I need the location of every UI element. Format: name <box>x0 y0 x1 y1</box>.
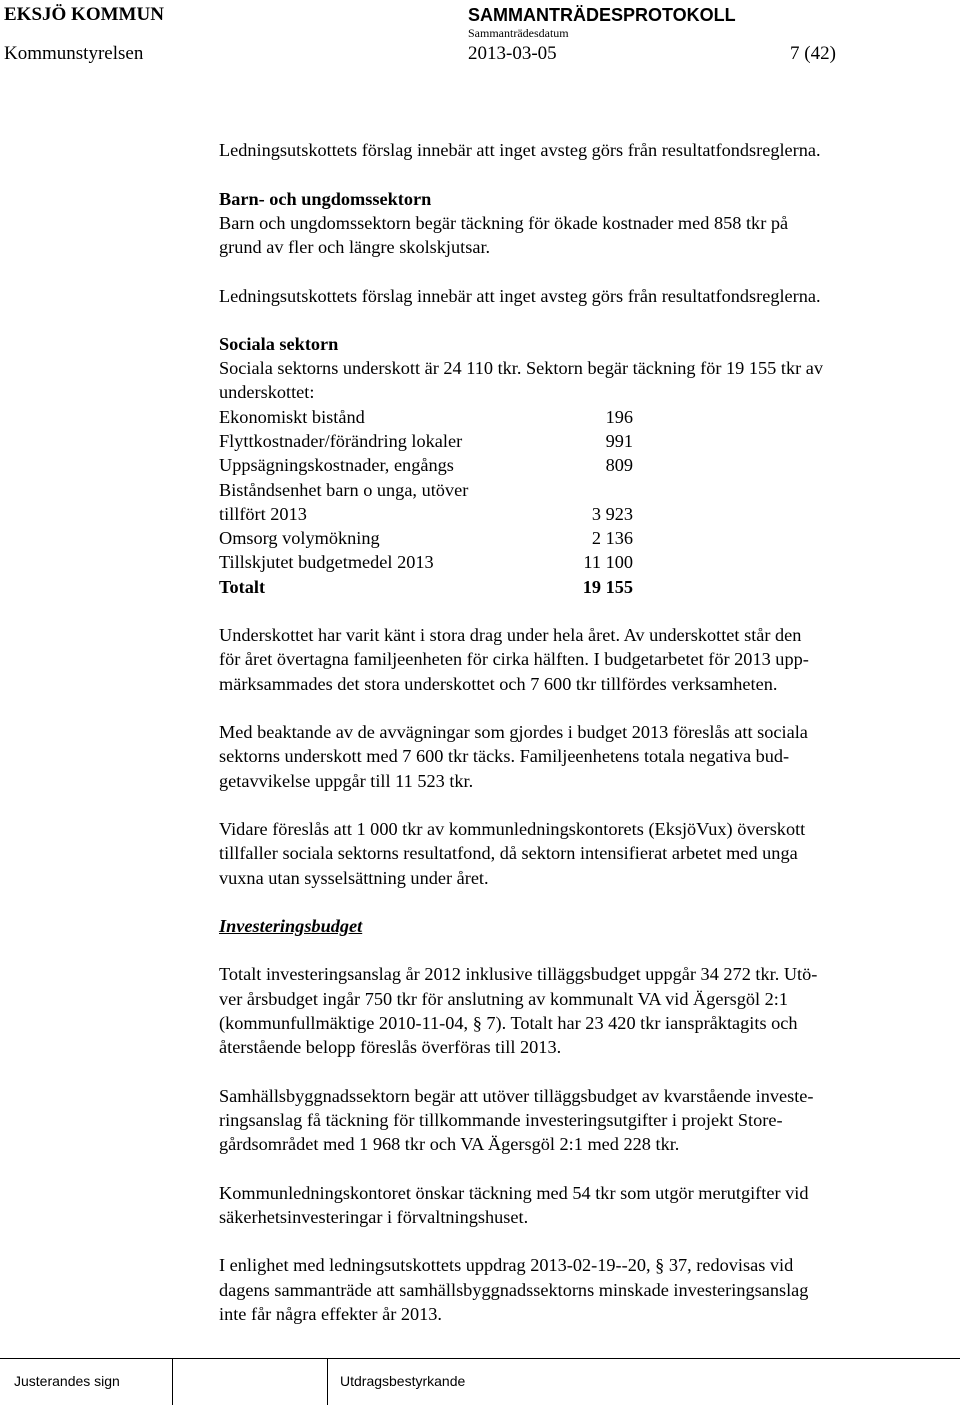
table-row <box>219 429 639 453</box>
row-label: Biståndsenhet barn o unga, utöver <box>219 480 469 500</box>
row-value: 3 923 <box>591 504 633 524</box>
signature-footer <box>0 1358 960 1405</box>
paragraph-underskott-line-2: för året övertagna familjeenheten för cirka hälften. I budgetarbetet för 2013 upp- <box>219 649 809 669</box>
paragraph-samhall-line-1: Samhällsbyggnadssektorn begär att utöver tilläggsbudget av kvarstående investe- <box>219 1086 814 1106</box>
committee-name: Kommunstyrelsen <box>4 43 144 64</box>
paragraph-enlighet-line-3: inte får några effekter år 2013. <box>219 1304 442 1324</box>
paragraph-samhall-line-2: ringsanslag få täckning för tillkommande investeringsutgifter i projekt Store- <box>219 1110 783 1130</box>
heading-investeringsbudget: Investeringsbudget <box>219 916 363 936</box>
heading-barn: Barn- och ungdomssektorn <box>219 189 432 209</box>
row-value: 809 <box>605 455 633 475</box>
paragraph-beaktande-line-3: getavvikelse uppgår till 11 523 tkr. <box>219 771 474 791</box>
protocol-title: SAMMANTRÄDESPROTOKOLL <box>468 5 736 25</box>
paragraph-invest-line-3: (kommunfullmäktige 2010-11-04, § 7). Totalt har 23 420 tkr ianspråktagits och <box>219 1013 798 1033</box>
paragraph-ledning-2: Ledningsutskottets förslag innebär att inget avsteg görs från resultatfondsreglerna. <box>219 286 821 306</box>
paragraph-barn-line-2: grund av fler och längre skolskjutsar. <box>219 237 491 257</box>
table-row <box>219 526 639 550</box>
row-label: Uppsägningskostnader, engångs <box>219 455 454 475</box>
paragraph-ledning-1: Ledningsutskottets förslag innebär att inget avsteg görs från resultatfondsreglerna. <box>219 140 821 160</box>
paragraph-enlighet-line-1: I enlighet med ledningsutskottets uppdrag 2013-02-19--20, § 37, redovisas vid <box>219 1255 794 1275</box>
row-label: tillfört 2013 <box>219 504 307 524</box>
row-value: 11 100 <box>583 552 633 572</box>
paragraph-samhall-line-3: gårdsområdet med 1 968 tkr och VA Ägersgöl 2:1 med 228 tkr. <box>219 1134 680 1154</box>
justerandes-sign-label: Justerandes sign <box>14 1373 120 1389</box>
paragraph-kommunledning-line-1: Kommunledningskontoret önskar täckning med 54 tkr som utgör merutgifter vid <box>219 1183 809 1203</box>
paragraph-sociala-line-1: Sociala sektorns underskott är 24 110 tkr. Sektorn begär täckning för 19 155 tkr av <box>219 358 823 378</box>
paragraph-underskott-line-1: Underskottet har varit känt i stora drag under hela året. Av underskottet står den <box>219 625 802 645</box>
paragraph-vidare-line-3: vuxna utan sysselsättning under året. <box>219 868 489 888</box>
page-number: 7 (42) <box>790 43 836 64</box>
paragraph-vidare-line-2: tillfaller sociala sektorns resultatfond, då sektorn intensifierat arbetet med unga <box>219 843 798 863</box>
date-label: Sammanträdesdatum <box>468 26 569 40</box>
row-value: 196 <box>605 407 633 427</box>
table-row <box>219 453 639 477</box>
paragraph-invest-line-1: Totalt investeringsanslag år 2012 inklusive tilläggsbudget uppgår 34 272 tkr. Utö- <box>219 964 818 984</box>
table-row-total <box>219 575 639 599</box>
row-label: Omsorg volymökning <box>219 528 380 548</box>
paragraph-vidare-line-1: Vidare föreslås att 1 000 tkr av kommunledningskontorets (EksjöVux) överskott <box>219 819 806 839</box>
table-row <box>219 550 639 574</box>
table-row <box>219 478 639 502</box>
paragraph-beaktande-line-2: sektorns underskott med 7 600 tkr täcks. Familjeenhetens totala negativa bud- <box>219 746 790 766</box>
row-label: Tillskjutet budgetmedel 2013 <box>219 552 434 572</box>
paragraph-invest-line-4: återstående belopp föreslås överföras till 2013. <box>219 1037 562 1057</box>
paragraph-underskott-line-3: märksammades det stora underskottet och 7 600 tkr tillfördes verksamheten. <box>219 674 778 694</box>
paragraph-invest-line-2: ver årsbudget ingår 750 tkr för anslutning av kommunalt VA vid Ägersgöl 2:1 <box>219 989 789 1009</box>
row-value: 991 <box>605 431 633 451</box>
footer-divider <box>172 1359 173 1405</box>
row-value: 2 136 <box>591 528 633 548</box>
heading-sociala: Sociala sektorn <box>219 334 339 354</box>
meeting-date: 2013-03-05 <box>468 43 557 64</box>
paragraph-sociala-line-2: underskottet: <box>219 382 315 402</box>
row-label: Flyttkostnader/förändring lokaler <box>219 431 463 451</box>
paragraph-enlighet-line-2: dagens sammanträde att samhällsbyggnadssektorns minskade investeringsanslag <box>219 1280 809 1300</box>
utdragsbestyrkande-label: Utdragsbestyrkande <box>340 1373 466 1389</box>
paragraph-barn-line-1: Barn och ungdomssektorn begär täckning för ökade kostnader med 858 tkr på <box>219 213 789 233</box>
municipality-name: EKSJÖ KOMMUN <box>4 4 164 25</box>
paragraph-beaktande-line-1: Med beaktande av de avvägningar som gjordes i budget 2013 föreslås att sociala <box>219 722 808 742</box>
row-label: Ekonomiskt bistånd <box>219 407 365 427</box>
table-row <box>219 502 639 526</box>
row-value: 19 155 <box>582 577 633 597</box>
row-label: Totalt <box>219 577 266 597</box>
paragraph-kommunledning-line-2: säkerhetsinvesteringar i förvaltningshuset. <box>219 1207 529 1227</box>
table-row <box>219 405 639 429</box>
footer-divider <box>327 1359 328 1405</box>
